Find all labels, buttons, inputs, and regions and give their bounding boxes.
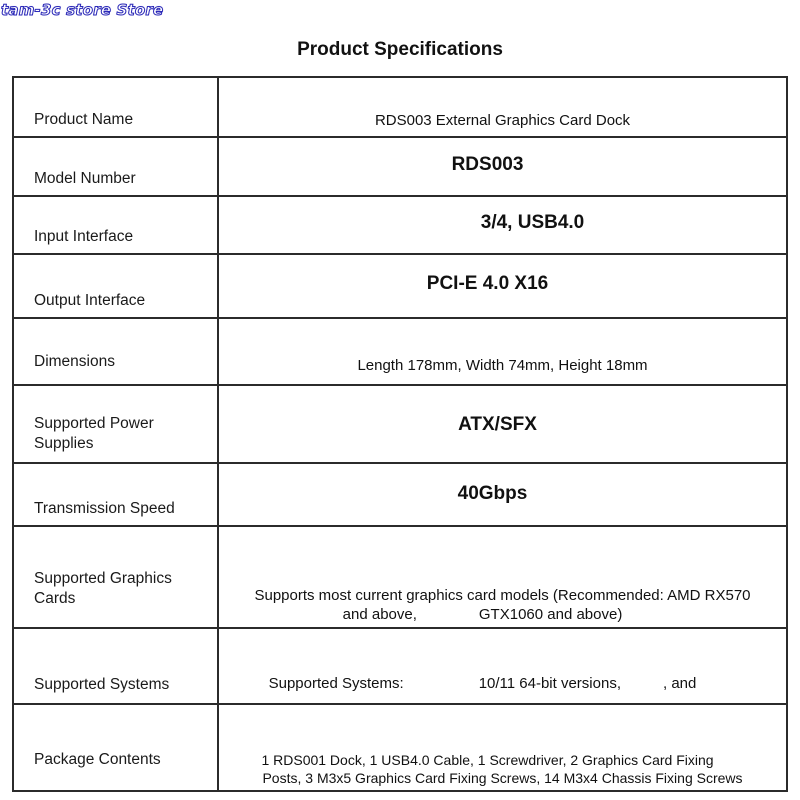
power-supplies-value: ATX/SFX — [458, 414, 537, 435]
output-interface-value: PCI-E 4.0 X16 — [426, 273, 549, 294]
row-label: Output Interface — [13, 254, 218, 318]
table-row — [13, 77, 787, 137]
row-value — [218, 628, 787, 704]
row-label: Supported Power Supplies — [13, 385, 218, 463]
row-value — [218, 254, 787, 318]
row-value — [218, 463, 787, 526]
row-value — [218, 137, 787, 196]
store-watermark: tam-3c store Store — [1, 1, 164, 19]
row-label: Product Name — [13, 77, 218, 137]
graphics-cards-value-line2 — [343, 605, 623, 624]
table-row — [13, 254, 787, 318]
graphics-cards-value-line2b: GTX1060 and above) — [478, 606, 623, 623]
table-row — [13, 526, 787, 628]
table-row — [13, 318, 787, 385]
product-name-value: RDS003 External Graphics Card Dock — [374, 112, 631, 129]
dimensions-value: Length 178mm, Width 74mm, Height 18mm — [357, 357, 648, 374]
supported-systems-part2: 10/11 64-bit versions, — [478, 675, 621, 692]
transmission-speed-value: 40Gbps — [457, 483, 528, 504]
table-row — [13, 137, 787, 196]
model-number-value: RDS003 — [451, 154, 524, 175]
spec-table — [12, 76, 788, 792]
row-value — [218, 526, 787, 628]
page-title: Product Specifications — [297, 39, 503, 60]
row-label: Input Interface — [13, 196, 218, 254]
row-value — [218, 385, 787, 463]
row-value — [218, 318, 787, 385]
row-value — [218, 704, 787, 791]
table-row — [13, 628, 787, 704]
supported-systems-value — [269, 674, 697, 693]
table-row — [13, 704, 787, 791]
table-row — [13, 385, 787, 463]
input-interface-value: 3/4, USB4.0 — [480, 212, 585, 233]
row-label: Supported Graphics Cards — [13, 526, 218, 628]
package-contents-value-line2: Posts, 3 M3x5 Graphics Card Fixing Screws, 14 M3x4 Chassis Fixing Screws — [262, 770, 743, 786]
supported-systems-part3: , and — [663, 675, 697, 692]
graphics-cards-value-line1: Supports most current graphics card models (Recommended: AMD RX570 — [254, 587, 751, 604]
row-label: Transmission Speed — [13, 463, 218, 526]
graphics-cards-value-line2a: and above, — [342, 606, 417, 623]
row-label: Package Contents — [13, 704, 218, 791]
row-label: Supported Systems — [13, 628, 218, 704]
table-row — [13, 196, 787, 254]
table-row — [13, 463, 787, 526]
supported-systems-part1: Supported Systems: — [268, 675, 404, 692]
row-label: Model Number — [13, 137, 218, 196]
row-value — [218, 77, 787, 137]
row-value — [218, 196, 787, 254]
row-label: Dimensions — [13, 318, 218, 385]
package-contents-value-line1: 1 RDS001 Dock, 1 USB4.0 Cable, 1 Screwdriver, 2 Graphics Card Fixing — [261, 752, 714, 768]
